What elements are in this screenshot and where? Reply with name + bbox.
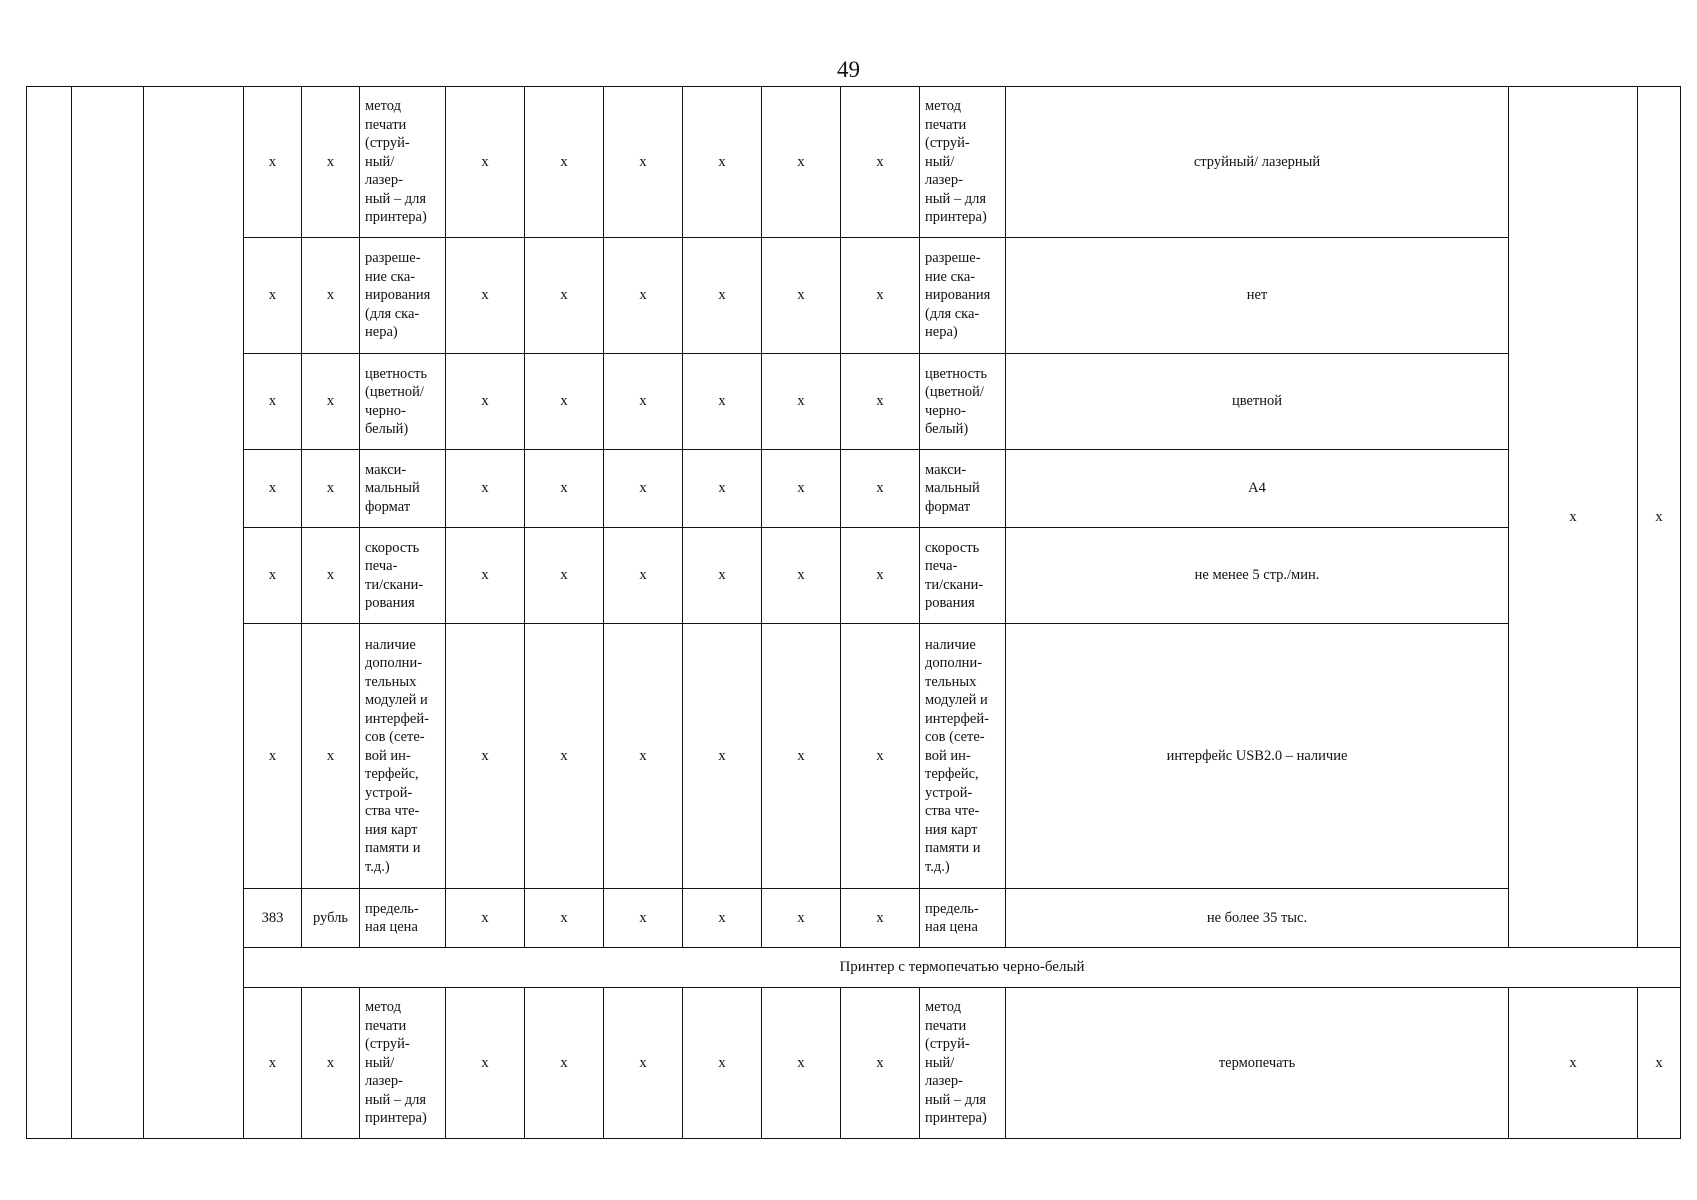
code-cell: x	[244, 528, 302, 624]
code-cell: x	[244, 238, 302, 354]
mark-cell: x	[446, 450, 525, 528]
mark-cell: x	[683, 889, 762, 948]
table-row	[27, 354, 1681, 450]
code-cell: 383	[244, 889, 302, 948]
table-row	[27, 624, 1681, 889]
mark-cell: x	[525, 624, 604, 889]
mark-cell-merged: x	[1509, 87, 1638, 948]
mark-cell: x	[1638, 988, 1681, 1139]
mark-cell: x	[604, 889, 683, 948]
mark-cell: x	[604, 528, 683, 624]
mark-cell: x	[446, 238, 525, 354]
mark-cell: x	[841, 450, 920, 528]
characteristic-label: скорость печа- ти/скани- рования	[360, 528, 446, 624]
mark-cell: x	[604, 238, 683, 354]
value-cell: не более 35 тыс.	[1006, 889, 1509, 948]
characteristic-label-repeat: предель- ная цена	[920, 889, 1006, 948]
table-row	[27, 450, 1681, 528]
mark-cell: x	[446, 354, 525, 450]
unit-cell: x	[302, 354, 360, 450]
code-cell: x	[244, 354, 302, 450]
code-cell: x	[244, 988, 302, 1139]
characteristic-label-repeat: разреше- ние ска- нирования (для ска- нера)	[920, 238, 1006, 354]
characteristic-label-repeat: наличие дополни- тельных модулей и интерфей- сов (сете- вой ин- терфейс, устрой- ства чте- ния карт памяти и т.д.)	[920, 624, 1006, 889]
unit-cell: x	[302, 528, 360, 624]
mark-cell: x	[841, 87, 920, 238]
mark-cell: x	[841, 354, 920, 450]
mark-cell: x	[841, 238, 920, 354]
value-cell: цветной	[1006, 354, 1509, 450]
mark-cell-merged: x	[1638, 87, 1681, 948]
mark-cell: x	[446, 889, 525, 948]
characteristic-label: цветность (цветной/ черно- белый)	[360, 354, 446, 450]
mark-cell: x	[525, 354, 604, 450]
mark-cell: x	[446, 988, 525, 1139]
table-row	[27, 238, 1681, 354]
mark-cell: x	[762, 988, 841, 1139]
value-cell: интерфейс USB2.0 – наличие	[1006, 624, 1509, 889]
unit-cell: рубль	[302, 889, 360, 948]
mark-cell: x	[525, 988, 604, 1139]
mark-cell: x	[762, 450, 841, 528]
value-cell: нет	[1006, 238, 1509, 354]
mark-cell: x	[683, 624, 762, 889]
mark-cell: x	[841, 528, 920, 624]
mark-cell: x	[525, 450, 604, 528]
characteristic-label: разреше- ние ска- нирования (для ска- нера)	[360, 238, 446, 354]
mark-cell: x	[683, 450, 762, 528]
unit-cell: x	[302, 988, 360, 1139]
specification-table	[26, 86, 1681, 1139]
blank-column-3	[144, 87, 244, 1139]
mark-cell: x	[525, 528, 604, 624]
mark-cell: x	[1509, 988, 1638, 1139]
section-title: Принтер с термопечатью черно-белый	[244, 948, 1681, 988]
characteristic-label: метод печати (струй- ный/ лазер- ный – для принтера)	[360, 988, 446, 1139]
unit-cell: x	[302, 87, 360, 238]
characteristic-label: макси- мальный формат	[360, 450, 446, 528]
code-cell: x	[244, 87, 302, 238]
unit-cell: x	[302, 238, 360, 354]
code-cell: x	[244, 624, 302, 889]
blank-column-2	[72, 87, 144, 1139]
mark-cell: x	[841, 889, 920, 948]
value-cell: струйный/ лазерный	[1006, 87, 1509, 238]
blank-column-1	[27, 87, 72, 1139]
characteristic-label-repeat: метод печати (струй- ный/ лазер- ный – для принтера)	[920, 87, 1006, 238]
table-row	[27, 988, 1681, 1139]
section-row	[27, 948, 1681, 988]
mark-cell: x	[525, 238, 604, 354]
code-cell: x	[244, 450, 302, 528]
mark-cell: x	[604, 354, 683, 450]
value-cell: не менее 5 стр./мин.	[1006, 528, 1509, 624]
characteristic-label: предель- ная цена	[360, 889, 446, 948]
mark-cell: x	[841, 988, 920, 1139]
mark-cell: x	[604, 624, 683, 889]
table-row	[27, 87, 1681, 238]
page-number: 49	[837, 57, 860, 82]
mark-cell: x	[604, 87, 683, 238]
mark-cell: x	[683, 238, 762, 354]
table-body	[27, 87, 1681, 1139]
mark-cell: x	[762, 624, 841, 889]
table-row	[27, 528, 1681, 624]
mark-cell: x	[525, 87, 604, 238]
mark-cell: x	[683, 528, 762, 624]
table-row	[27, 889, 1681, 948]
value-cell: А4	[1006, 450, 1509, 528]
characteristic-label-repeat: цветность (цветной/ черно- белый)	[920, 354, 1006, 450]
mark-cell: x	[762, 87, 841, 238]
characteristic-label-repeat: метод печати (струй- ный/ лазер- ный – для принтера)	[920, 988, 1006, 1139]
mark-cell: x	[604, 450, 683, 528]
unit-cell: x	[302, 450, 360, 528]
mark-cell: x	[841, 624, 920, 889]
mark-cell: x	[446, 624, 525, 889]
mark-cell: x	[604, 988, 683, 1139]
mark-cell: x	[683, 988, 762, 1139]
mark-cell: x	[446, 528, 525, 624]
unit-cell: x	[302, 624, 360, 889]
characteristic-label: метод печати (струй- ный/ лазер- ный – для принтера)	[360, 87, 446, 238]
mark-cell: x	[683, 87, 762, 238]
mark-cell: x	[762, 889, 841, 948]
mark-cell: x	[762, 238, 841, 354]
characteristic-label: наличие дополни- тельных модулей и интерфей- сов (сете- вой ин- терфейс, устрой- ства чте- ния карт памяти и т.д.)	[360, 624, 446, 889]
value-cell: термопечать	[1006, 988, 1509, 1139]
characteristic-label-repeat: макси- мальный формат	[920, 450, 1006, 528]
mark-cell: x	[525, 889, 604, 948]
mark-cell: x	[446, 87, 525, 238]
characteristic-label-repeat: скорость печа- ти/скани- рования	[920, 528, 1006, 624]
mark-cell: x	[762, 354, 841, 450]
mark-cell: x	[762, 528, 841, 624]
mark-cell: x	[683, 354, 762, 450]
